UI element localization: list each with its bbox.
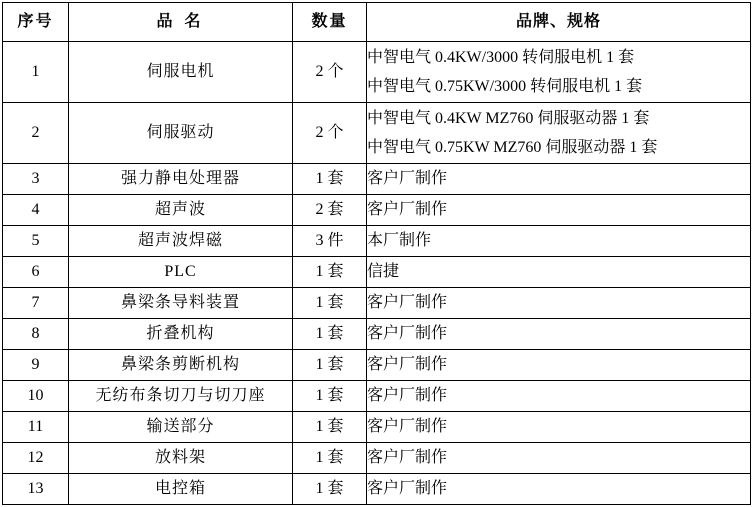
cell-no: 9 (3, 350, 69, 381)
column-header-name: 品 名 (69, 3, 293, 42)
cell-brand-line: 客户厂制作 (367, 294, 448, 311)
cell-name: 鼻梁条剪断机构 (69, 350, 293, 381)
cell-qty: 2 套 (293, 195, 367, 226)
cell-no: 12 (3, 443, 69, 474)
cell-brand-line: 信捷 (367, 263, 400, 280)
cell-qty: 2 个 (293, 42, 367, 103)
table-row (3, 103, 751, 164)
cell-no: 13 (3, 474, 69, 505)
cell-brand-line: 本厂制作 (367, 232, 432, 249)
cell-qty: 1 套 (293, 319, 367, 350)
cell-brand-line: 中智电气 0.4KW MZ760 伺服驱动器 1 套 (367, 109, 650, 127)
cell-name: 电控箱 (69, 474, 293, 505)
cell-brand (367, 103, 751, 164)
cell-qty: 1 套 (293, 257, 367, 288)
cell-brand (367, 319, 751, 350)
table-body (3, 42, 751, 505)
cell-qty: 1 套 (293, 381, 367, 412)
cell-brand (367, 288, 751, 319)
table-header-row (3, 3, 751, 42)
cell-brand (367, 474, 751, 505)
cell-qty: 1 套 (293, 350, 367, 381)
table-row (3, 226, 751, 257)
cell-brand-line: 客户厂制作 (367, 418, 448, 435)
table-row (3, 164, 751, 195)
cell-no: 4 (3, 195, 69, 226)
cell-no: 2 (3, 103, 69, 164)
table-row (3, 288, 751, 319)
table-row (3, 42, 751, 103)
cell-name: 伺服驱动 (69, 103, 293, 164)
table-row (3, 381, 751, 412)
document-page (0, 2, 752, 507)
cell-no: 5 (3, 226, 69, 257)
cell-name: 伺服电机 (69, 42, 293, 103)
cell-brand-line: 中智电气 0.75KW MZ760 伺服驱动器 1 套 (367, 138, 658, 156)
parts-specification-table (2, 2, 751, 505)
cell-brand-line: 客户厂制作 (367, 325, 448, 342)
cell-brand (367, 350, 751, 381)
cell-brand (367, 42, 751, 103)
cell-brand-line: 客户厂制作 (367, 387, 448, 404)
cell-brand-line: 客户厂制作 (367, 480, 448, 497)
cell-name: PLC (69, 257, 293, 288)
table-row (3, 350, 751, 381)
cell-qty: 1 套 (293, 474, 367, 505)
column-header-no: 序号 (3, 3, 69, 42)
cell-name: 强力静电处理器 (69, 164, 293, 195)
cell-name: 输送部分 (69, 412, 293, 443)
table-row (3, 319, 751, 350)
cell-qty: 1 套 (293, 412, 367, 443)
table-row (3, 443, 751, 474)
cell-name: 折叠机构 (69, 319, 293, 350)
cell-no: 3 (3, 164, 69, 195)
cell-brand (367, 257, 751, 288)
cell-brand (367, 195, 751, 226)
cell-brand-line: 客户厂制作 (367, 201, 448, 218)
cell-brand-line: 中智电气 0.4KW/3000 转伺服电机 1 套 (367, 48, 635, 66)
cell-no: 11 (3, 412, 69, 443)
table-header (3, 3, 751, 42)
cell-name: 超声波 (69, 195, 293, 226)
cell-qty: 3 件 (293, 226, 367, 257)
table-row (3, 474, 751, 505)
cell-no: 10 (3, 381, 69, 412)
cell-qty: 2 个 (293, 103, 367, 164)
cell-brand (367, 443, 751, 474)
cell-name: 超声波焊磁 (69, 226, 293, 257)
cell-brand (367, 226, 751, 257)
cell-no: 1 (3, 42, 69, 103)
cell-no: 7 (3, 288, 69, 319)
cell-qty: 1 套 (293, 164, 367, 195)
cell-name: 鼻梁条导料装置 (69, 288, 293, 319)
cell-name: 无纺布条切刀与切刀座 (69, 381, 293, 412)
cell-brand-line: 客户厂制作 (367, 170, 448, 187)
table-row (3, 257, 751, 288)
cell-brand (367, 164, 751, 195)
table-row (3, 195, 751, 226)
cell-no: 8 (3, 319, 69, 350)
cell-no: 6 (3, 257, 69, 288)
cell-brand-line: 中智电气 0.75KW/3000 转伺服电机 1 套 (367, 77, 643, 95)
table-row (3, 412, 751, 443)
cell-qty: 1 套 (293, 288, 367, 319)
cell-brand (367, 412, 751, 443)
cell-brand-line: 客户厂制作 (367, 449, 448, 466)
column-header-qty: 数量 (293, 3, 367, 42)
cell-brand-line: 客户厂制作 (367, 356, 448, 373)
cell-qty: 1 套 (293, 443, 367, 474)
cell-brand (367, 381, 751, 412)
column-header-brand: 品牌、规格 (367, 3, 751, 42)
cell-name: 放料架 (69, 443, 293, 474)
